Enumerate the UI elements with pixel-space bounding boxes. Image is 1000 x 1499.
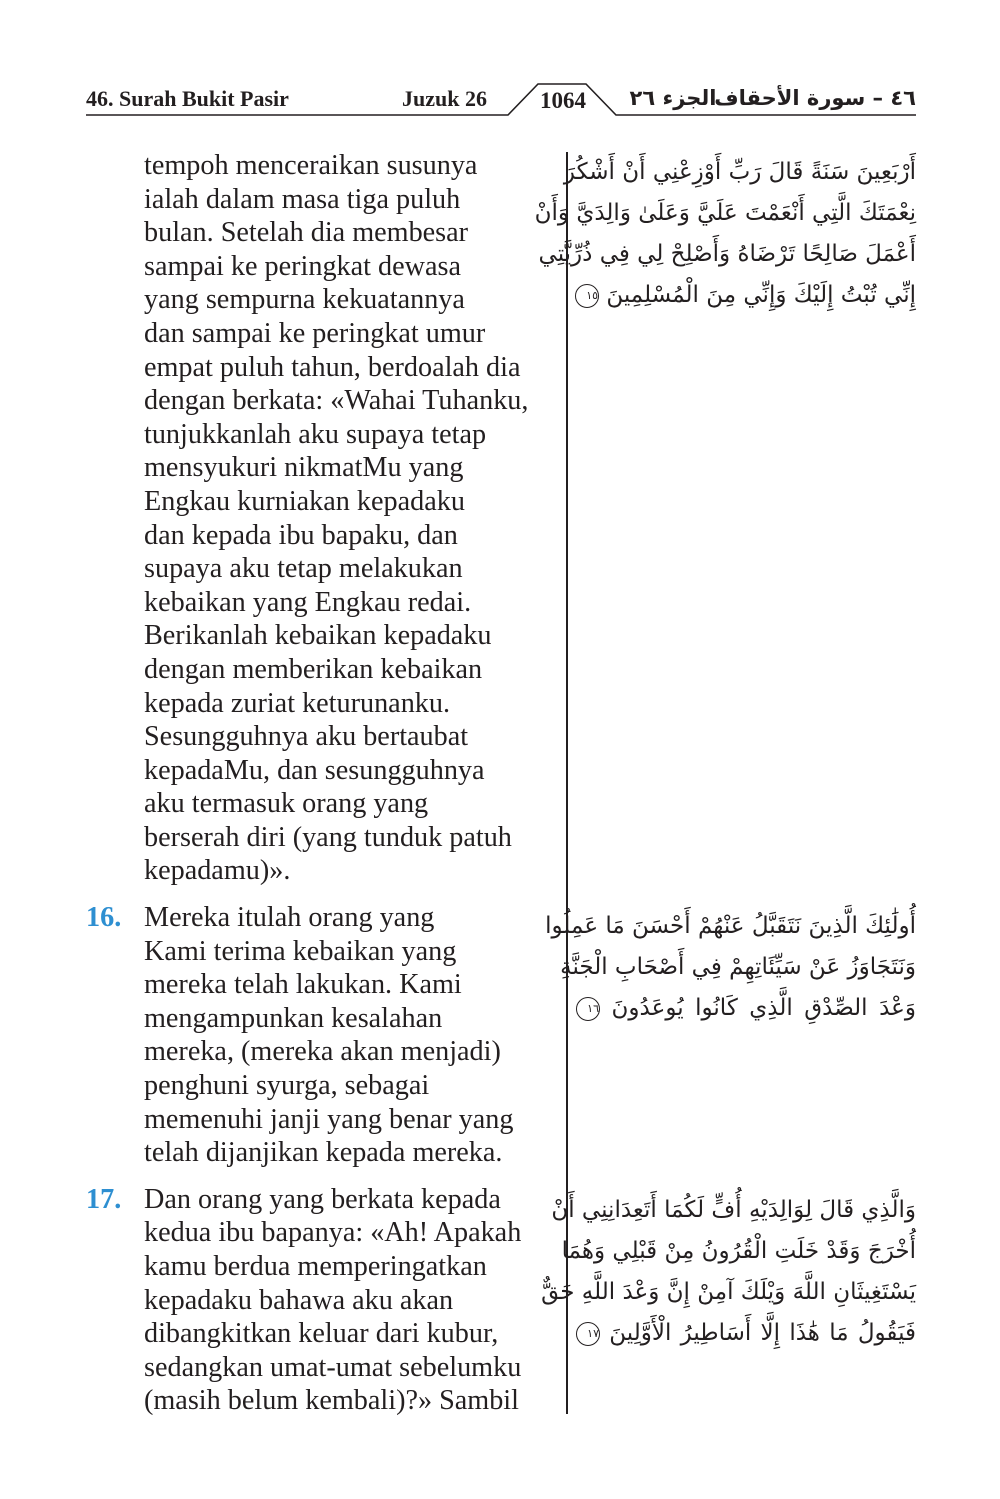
text-line: Dan orang yang berkata kepada [144,1183,501,1215]
arabic-line: أَرْبَعِينَ سَنَةً قَالَ رَبِّ أَوْزِعْنِي أَنْ أَشْكُرَ [563,159,916,185]
arabic-line: أُولَٰئِكَ الَّذِينَ نَتَقَبَّلُ عَنْهُمْ أَحْسَنَ مَا عَمِلُوا [545,913,916,939]
text-line: memenuhi janji yang benar yang [144,1103,514,1135]
juz-label-arabic: الجزء ٢٦ [629,86,717,110]
text-line: ialah dalam masa tiga puluh [144,183,461,215]
surah-title-latin: 46. Surah Bukit Pasir [86,86,289,111]
text-line: penghuni syurga, sebagai [144,1070,430,1102]
text-line: dibangkitkan keluar dari kubur, [144,1318,499,1350]
arabic-line: يَسْتَغِيثَانِ اللَّهَ وَيْلَكَ آمِنْ إِنَّ وَعْدَ اللَّهِ حَقٌّ [541,1279,916,1305]
arabic-verse-15 [534,152,916,316]
text-line: mereka telah lakukan. Kami [144,969,462,1001]
text-line: kamu berdua memperingatkan [144,1251,487,1282]
surah-title-arabic: ٤٦ – سورة الأحقاف [714,86,916,110]
verse-number: 17. [86,1183,122,1215]
arabic-line: أُخْرَجَ وَقَدْ خَلَتِ الْقُرُونُ مِنْ قَبْلِي وَهُمَا [561,1238,916,1264]
translation-verse-16 [86,901,566,1170]
text-line: dan kepada ibu bapaku, dan [144,519,458,551]
text-line: supaya aku tetap melakukan [144,553,463,585]
text-line: telah dijanjikan kepada mereka. [144,1137,503,1169]
arabic-line: نِعْمَتَكَ الَّتِي أَنْعَمْتَ عَلَيَّ وَعَلَىٰ وَالِدَيَّ وَأَنْ [534,200,916,226]
arabic-line [576,275,916,316]
text-line: mensyukuri nikmatMu yang [144,452,464,484]
text-line: kepada zuriat keturunanku. [144,687,451,719]
text-line: Sesungguhnya aku bertaubat [144,721,469,753]
text-line: kepadaMu, dan sesungguhnya [144,754,485,786]
arabic-text: إِنِّي تُبْتُ إِلَيْكَ وَإِنِّي مِنَ الْمُسْلِمِينَ [606,282,916,308]
text-line: sedangkan umat-umat sebelumku [144,1351,522,1383]
ayah-end-marker: ١٥ [575,284,599,308]
arabic-text: وَعْدَ الصِّدْقِ الَّذِي كَانُوا يُوعَدُونَ [611,995,916,1021]
text-line: kepadaku bahawa aku akan [144,1284,454,1316]
text-line: kedua ibu bapanya: «Ah! Apakah [144,1217,522,1249]
text-line: aku termasuk orang yang [144,788,429,820]
translation-column [86,149,566,1418]
text-line: mereka, (mereka akan menjadi) [144,1036,501,1068]
text-line: berserah diri (yang tunduk patuh [144,821,512,853]
ayah-end-marker: ١٦ [576,997,600,1021]
arabic-line [576,988,916,1029]
page-number: 1064 [540,88,586,113]
text-line: Kami terima kebaikan yang [144,935,457,967]
text-line: dengan memberikan kebaikan [144,653,483,685]
translation-verse-17 [86,1183,566,1418]
arabic-text: فَيَقُولُ مَا هَٰذَا إِلَّا أَسَاطِيرُ الْأَوَّلِينَ [609,1320,917,1346]
arabic-verse-17 [541,1190,917,1354]
text-line: Engkau kurniakan kepadaku [144,485,465,517]
text-line: kebaikan yang Engkau redai. [144,586,472,618]
arabic-line: وَالَّذِي قَالَ لِوَالِدَيْهِ أُفٍّ لَكُمَا أَتَعِدَانِنِي أَنْ [551,1197,916,1223]
text-line: sampai ke peringkat dewasa [144,250,461,282]
text-line: Berikanlah kebaikan kepadaku [144,620,492,652]
text-line: kepadamu)». [144,855,291,887]
page-header [0,0,1000,130]
arabic-verse-16 [545,906,916,1029]
juz-label-latin: Juzuk 26 [402,86,487,111]
arabic-line: وَنَتَجَاوَزُ عَنْ سَيِّئَاتِهِمْ فِي أَصْحَابِ الْجَنَّةِ [560,954,916,980]
text-line: empat puluh tahun, berdoalah dia [144,351,521,383]
arabic-line: أَعْمَلَ صَالِحًا تَرْضَاهُ وَأَصْلِحْ لِي فِي ذُرِّيَّتِي [538,241,916,267]
text-line: tunjukkanlah aku supaya tetap [144,418,487,450]
text-line: yang sempurna kekuatannya [144,284,465,316]
ayah-end-marker: ١٧ [576,1322,600,1346]
text-line: bulan. Setelah dia membesar [144,217,469,249]
text-line: mengampunkan kesalahan [144,1002,443,1034]
text-line: (masih belum kembali)?» Sambil [144,1385,519,1417]
text-line: dan sampai ke peringkat umur [144,317,486,349]
arabic-line [576,1313,916,1354]
text-line: Mereka itulah orang yang [144,902,435,934]
text-line: dengan berkata: «Wahai Tuhanku, [144,385,529,417]
translation-verse-15-continued [86,149,566,888]
verse-number: 16. [86,902,122,934]
text-line: tempoh menceraikan susunya [144,150,478,181]
